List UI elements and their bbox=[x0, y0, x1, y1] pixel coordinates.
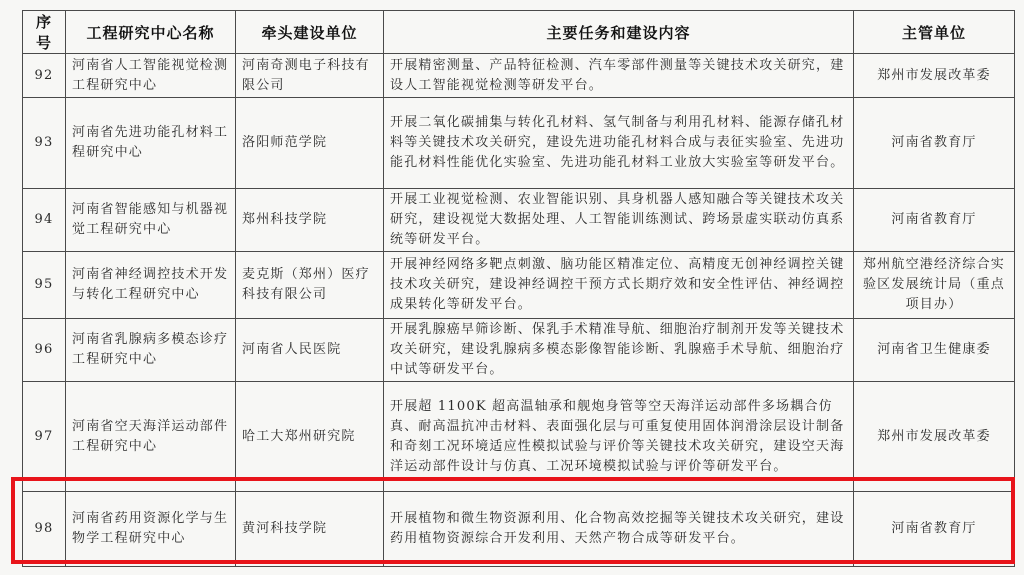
header-lead-unit: 牵头建设单位 bbox=[236, 11, 384, 54]
header-no: 序号 bbox=[23, 11, 66, 54]
cell-lead-unit: 洛阳师范学院 bbox=[236, 98, 384, 189]
engineering-center-table bbox=[22, 10, 1015, 567]
cell-tasks: 开展超 1100K 超高温轴承和舰炮身管等空天海洋运动部件多场耦合仿真、耐高温抗冲击材料、表面强化层与可重复使用固体润滑涂层设计制备和奇刻工况环境适应性模拟试验与评价等关键技术攻关研究，建设空天海洋运动部件设计与仿真、工况环境模拟试验与评价等研发平台。 bbox=[384, 382, 854, 492]
cell-agency: 河南省教育厅 bbox=[854, 189, 1015, 252]
cell-no: 97 bbox=[23, 382, 66, 492]
cell-tasks: 开展工业视觉检测、农业智能识别、具身机器人感知融合等关键技术攻关研究，建设视觉大数据处理、人工智能训练测试、跨场景虚实联动仿真系统等研发平台。 bbox=[384, 189, 854, 252]
cell-tasks: 开展植物和微生物资源利用、化合物高效挖掘等关键技术攻关研究，建设药用植物资源综合开发利用、天然产物合成等研发平台。 bbox=[384, 492, 854, 567]
cell-center-name: 河南省智能感知与机器视觉工程研究中心 bbox=[66, 189, 236, 252]
cell-center-name: 河南省药用资源化学与生物学工程研究中心 bbox=[66, 492, 236, 567]
table-row bbox=[23, 252, 1015, 319]
cell-no: 93 bbox=[23, 98, 66, 189]
cell-agency: 河南省卫生健康委 bbox=[854, 319, 1015, 382]
cell-lead-unit: 麦克斯（郑州）医疗科技有限公司 bbox=[236, 252, 384, 319]
cell-center-name: 河南省空天海洋运动部件工程研究中心 bbox=[66, 382, 236, 492]
cell-agency: 郑州航空港经济综合实验区发展统计局（重点项目办） bbox=[854, 252, 1015, 319]
cell-agency: 郑州市发展改革委 bbox=[854, 54, 1015, 98]
header-center-name: 工程研究中心名称 bbox=[66, 11, 236, 54]
table-row bbox=[23, 382, 1015, 492]
header-agency: 主管单位 bbox=[854, 11, 1015, 54]
cell-agency: 河南省教育厅 bbox=[854, 98, 1015, 189]
cell-lead-unit: 黄河科技学院 bbox=[236, 492, 384, 567]
cell-lead-unit: 河南奇测电子科技有限公司 bbox=[236, 54, 384, 98]
table-row-highlighted bbox=[23, 492, 1015, 567]
cell-no: 94 bbox=[23, 189, 66, 252]
cell-tasks: 开展神经网络多靶点刺激、脑功能区精准定位、高精度无创神经调控关键技术攻关研究，建设神经调控干预方式长期疗效和安全性评估、神经调控成果转化等研发平台。 bbox=[384, 252, 854, 319]
table-row bbox=[23, 189, 1015, 252]
table-body bbox=[23, 54, 1015, 567]
header-row bbox=[23, 11, 1015, 54]
cell-center-name: 河南省乳腺病多模态诊疗工程研究中心 bbox=[66, 319, 236, 382]
table-row bbox=[23, 54, 1015, 98]
cell-center-name: 河南省先进功能孔材料工程研究中心 bbox=[66, 98, 236, 189]
cell-agency: 河南省教育厅 bbox=[854, 492, 1015, 567]
header-tasks: 主要任务和建设内容 bbox=[384, 11, 854, 54]
cell-lead-unit: 河南省人民医院 bbox=[236, 319, 384, 382]
cell-agency: 郑州市发展改革委 bbox=[854, 382, 1015, 492]
table-row bbox=[23, 98, 1015, 189]
cell-lead-unit: 郑州科技学院 bbox=[236, 189, 384, 252]
cell-tasks: 开展二氧化碳捕集与转化孔材料、氢气制备与利用孔材料、能源存储孔材料等关键技术攻关研究，建设先进功能孔材料合成与表征实验室、先进功能孔材料性能优化实验室、先进功能孔材料工业放大实验室等研发平台。 bbox=[384, 98, 854, 189]
cell-tasks: 开展精密测量、产品特征检测、汽车零部件测量等关键技术攻关研究，建设人工智能视觉检测等研发平台。 bbox=[384, 54, 854, 98]
cell-no: 96 bbox=[23, 319, 66, 382]
table-header bbox=[23, 11, 1015, 54]
cell-center-name: 河南省神经调控技术开发与转化工程研究中心 bbox=[66, 252, 236, 319]
cell-lead-unit: 哈工大郑州研究院 bbox=[236, 382, 384, 492]
table-row bbox=[23, 319, 1015, 382]
cell-no: 92 bbox=[23, 54, 66, 98]
cell-tasks: 开展乳腺癌早筛诊断、保乳手术精准导航、细胞治疗制剂开发等关键技术攻关研究，建设乳腺病多模态影像智能诊断、乳腺癌手术导航、细胞治疗中试等研发平台。 bbox=[384, 319, 854, 382]
cell-center-name: 河南省人工智能视觉检测工程研究中心 bbox=[66, 54, 236, 98]
cell-no: 95 bbox=[23, 252, 66, 319]
cell-no: 98 bbox=[23, 492, 66, 567]
